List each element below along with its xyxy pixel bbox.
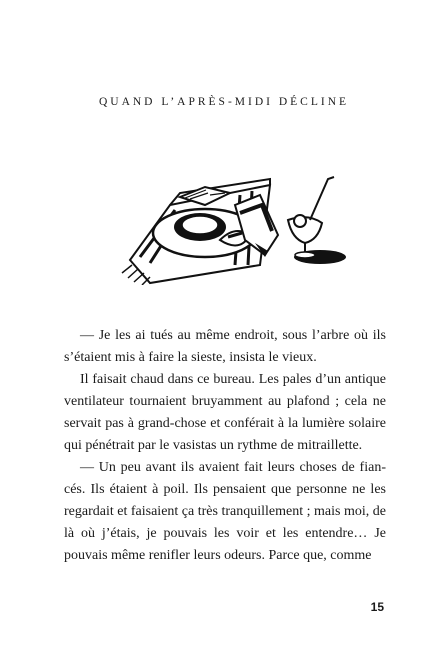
paragraph: — Un peu avant ils avaient fait leurs choses de fiancés. Ils étaient à poil. Ils pensaient que personne ne les regardait et faisaient ça très tranquillement ; mais moi, de là où j’étais, je pouvais les voir et les entendre… Je pouvais même renifler leurs odeurs. Parce que, comme [64, 460, 386, 563]
paragraph: Il faisait chaud dans ce bureau. Les pales d’un antique ventilateur tournaient bruyamment au plafond ; cela ne servait pas à grand-chose et conférait à la lumière solaire qui pénétrait par le vasistas un rythme de mitraillette. [64, 372, 386, 453]
drink-glass-drawing [288, 177, 346, 264]
body-text [64, 325, 386, 567]
picnic-blanket-illustration [110, 165, 360, 285]
paragraph: — Je les ai tués au même endroit, sous l’arbre où ils s’étaient mis à faire la sieste, insista le vieux. [64, 328, 386, 365]
chapter-title: QUAND L’APRÈS-MIDI DÉCLINE [98, 96, 350, 108]
page-number: 15 [370, 600, 384, 614]
